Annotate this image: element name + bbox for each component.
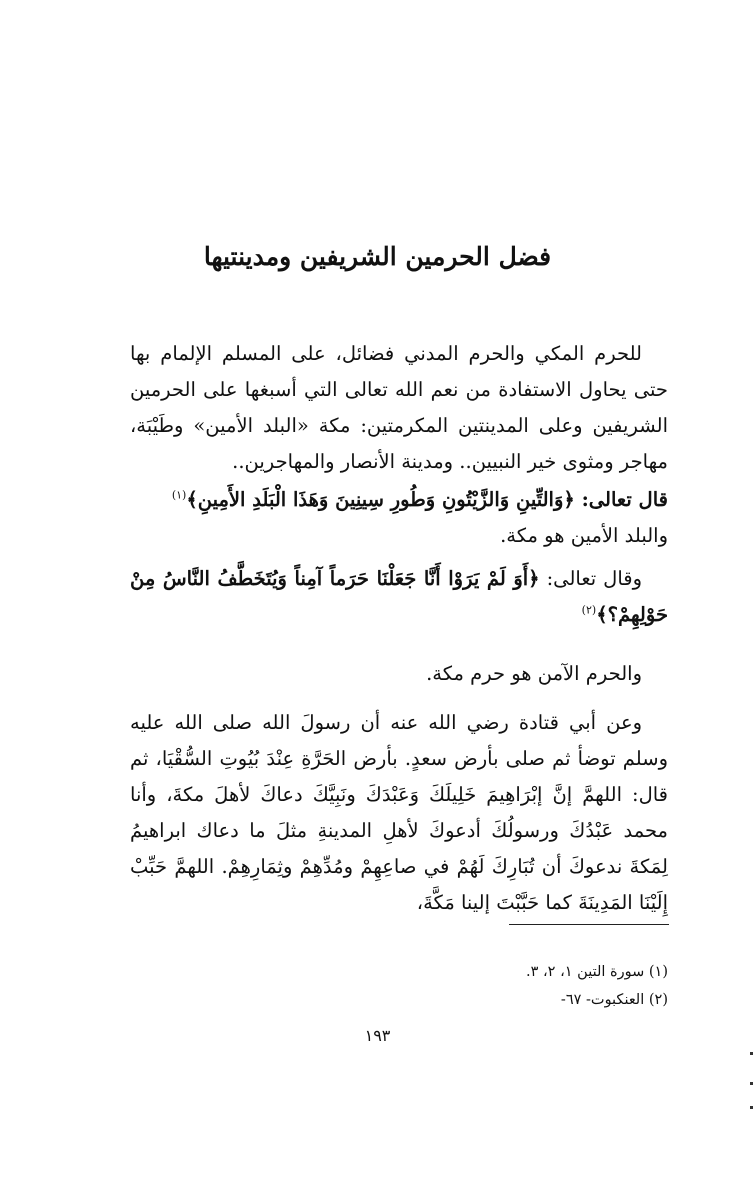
quran-verse-1: ﴿وَالتِّينِ وَالزَّيْتُونِ وَطُورِ سِينِينَ وَهَذَا الْبَلَدِ الأَمِينِ﴾ <box>186 488 575 511</box>
verse-paragraph-2 <box>130 561 668 633</box>
verse1-intro: قال تعالى: <box>574 488 668 511</box>
chapter-title: فضل الحرمين الشريفين ومدينتيها <box>203 242 552 271</box>
footnote-ref-2: (٢) <box>581 603 597 617</box>
page-number: ١٩٣ <box>364 1026 391 1045</box>
scan-edge-mark <box>750 1106 753 1109</box>
footnote-ref-1: (١) <box>171 488 187 502</box>
footnotes <box>300 958 668 1014</box>
hadith-paragraph: وعن أبي قتادة رضي الله عنه أن رسولَ الله صلى الله عليه وسلم توضأ ثم صلى بأرض سعدٍ. بأرض الحَرَّةِ عِنْدَ بُيُوتِ السُّقْيَا، ثم قال: اللهمَّ إنَّ إبْرَاهِيمَ خَلِيلَكَ وَعَبْدَكَ ونَبِيَّكَ دعاكَ لأهلَ مكةَ، وأنا محمد عَبْدُكَ ورسولُكَ أدعوكَ لأهلِ المدينةِ مثلَ ما دعاك ابراهيمُ لِمَكةَ ندعوكَ أن تُبَارِكَ لَهُمْ في صاعِهِمْ ومُدِّهِمْ وثِمَارِهِمْ. اللهمَّ حَبِّبْ إِلَيْنَا المَدِينَةَ كما حَبَّبْتَ إلينا مَكَّةَ، <box>130 711 668 914</box>
scan-edge-mark <box>750 1052 753 1055</box>
quran-verse-2: ﴿أَوَ لَمْ يَرَوْا أَنَّا جَعَلْنَا حَرَماً آمِناً وَيُتَخَطَّفُ النَّاسُ مِنْ حَوْلِهِمْ؟﴾ <box>130 567 668 626</box>
verse-paragraph-1 <box>130 482 668 554</box>
verse1-explanation: والبلد الأمين هو مكة. <box>500 524 668 547</box>
haram-statement: والحرم الآمن هو حرم مكة. <box>426 662 642 685</box>
footnote-divider <box>509 924 669 925</box>
intro-paragraph: للحرم المكي والحرم المدني فضائل، على المسلم الإلمام بها حتى يحاول الاستفادة من نعم الله تعالى التي أسبغها على الحرمين الشريفين وعلى المدينتين المكرمتين: مكة «البلد الأمين» وطَيْبَة، مهاجر ومثوى خير النبيين.. ومدينة الأنصار والمهاجرين.. <box>130 342 668 473</box>
footnote-1: (١) سورة التين ١، ٢، ٣. <box>525 964 668 980</box>
footnote-2: (٢) العنكبوت- ٦٧- <box>560 992 668 1008</box>
verse2-intro: وقال تعالى: <box>539 567 642 590</box>
scan-edge-mark <box>750 1082 753 1085</box>
